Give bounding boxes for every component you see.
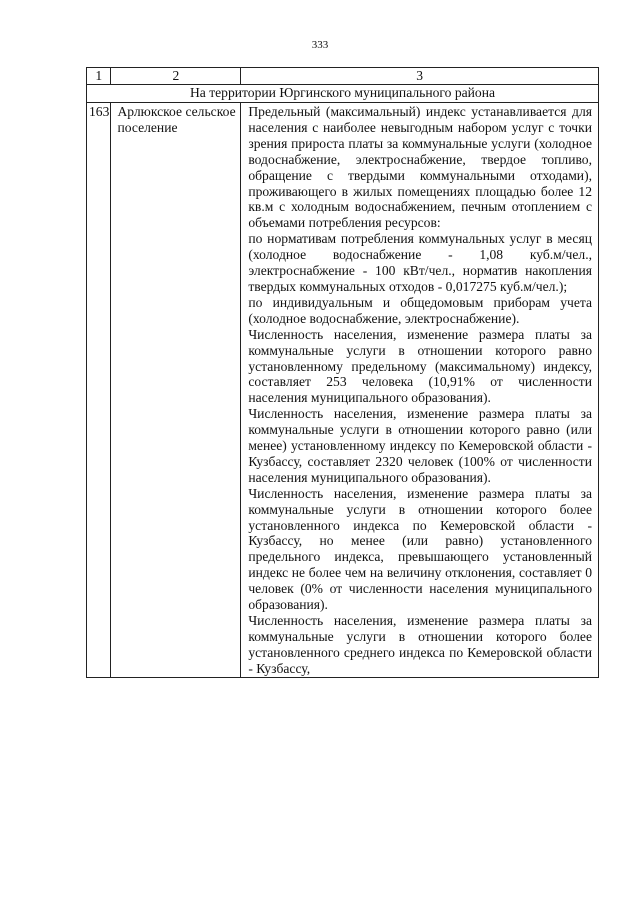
paragraph-population-between: Численность населения, изменение размера платы за коммунальные услуги в отношении которого более установленного индекса по Кемеровской области - Кузбассу, но менее (или равно) установленного предельного индекса, превышающего установленный индекс не более чем на величину отклонения, составляет 0 человек (0% от численности населения муниципального образования). [248, 485, 592, 613]
table-row [87, 103, 599, 678]
document-table [86, 67, 599, 678]
description-cell [241, 103, 599, 678]
header-col-1: 1 [87, 68, 111, 85]
row-number: 163 [87, 103, 111, 678]
paragraph-population-equal-max: Численность населения, изменение размера платы за коммунальные услуги в отношении которого равно установленному предельному (максимальному) индексу, составляет 253 человека (10,91% от численности населения муниципального образования). [248, 326, 592, 406]
page-number: 333 [311, 39, 329, 51]
settlement-name: Арлюкское сельское поселение [111, 103, 241, 678]
table-header-row [87, 68, 599, 85]
paragraph-population-above-average: Численность населения, изменение размера платы за коммунальные услуги в отношении которого более установленного среднего индекса по Кемеровской области - Кузбассу, [248, 613, 592, 676]
header-col-2: 2 [111, 68, 241, 85]
header-col-3: 3 [241, 68, 599, 85]
paragraph-normative-consumption: по нормативам потребления коммунальных услуг в месяц (холодное водоснабжение - 1,08 куб.м/чел., электроснабжение - 100 кВт/чел., норматив накопления твердых коммунальных отходов - 0,017275 куб.м/чел.); [248, 231, 592, 294]
region-row [87, 85, 599, 103]
region-title: На территории Юргинского муниципального района [87, 85, 599, 103]
paragraph-population-below-regional: Численность населения, изменение размера платы за коммунальные услуги в отношении которого равно (или менее) установленному индексу по Кемеровской области - Кузбассу, составляет 2320 человек (100% от численности населения муниципального образования). [248, 406, 592, 485]
paragraph-index-definition: Предельный (максимальный) индекс устанавливается для населения с наиболее невыгодным набором услуг с точки зрения прироста платы за коммунальные услуги (холодное водоснабжение, электроснабжение, твердое топливо, обращение с твердыми коммунальными отходами), проживающего в жилых помещениях площадью более 12 кв.м с холодным водоснабжением, печным отоплением с объемами потребления ресурсов: [248, 104, 592, 231]
paragraph-meter-consumption: по индивидуальным и общедомовым приборам учета (холодное водоснабжение, электроснабжение). [248, 294, 592, 326]
